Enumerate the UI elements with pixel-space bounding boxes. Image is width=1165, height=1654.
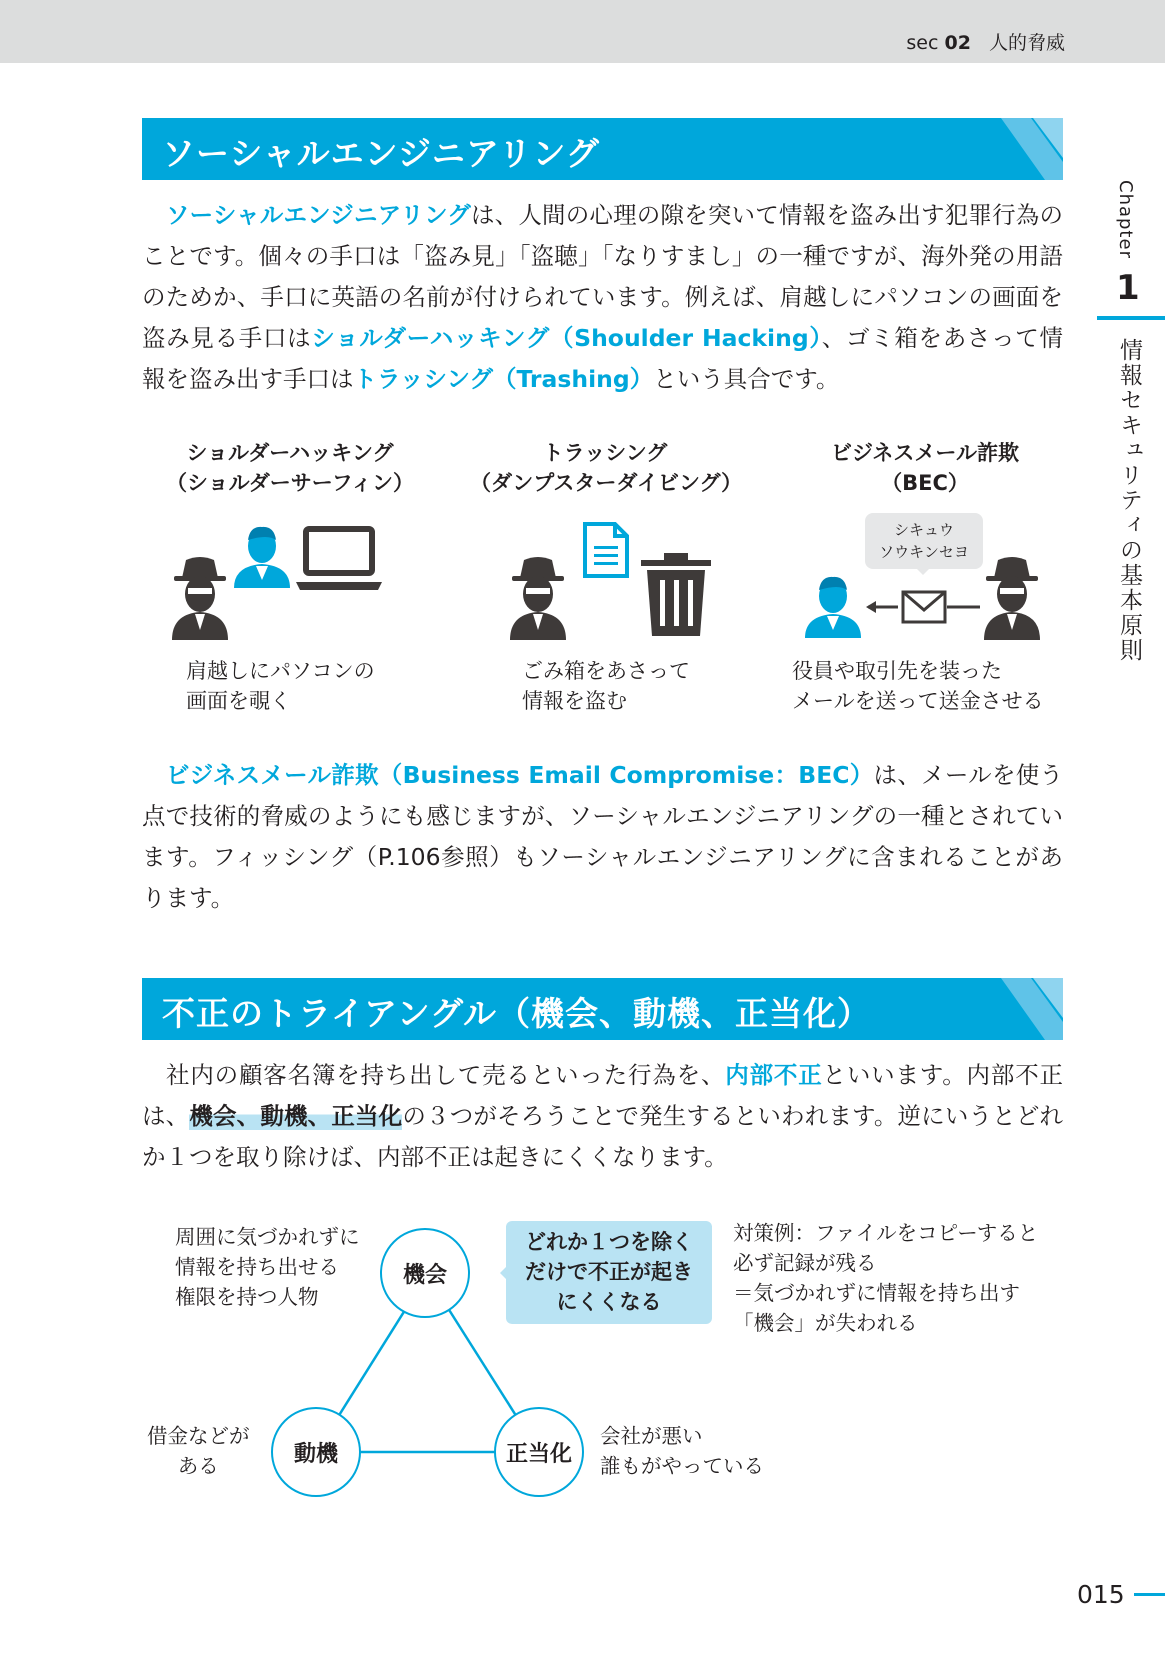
page-number-line [1134, 1593, 1165, 1596]
chapter-title: 情報セキュリティの基本原則 [1116, 338, 1142, 663]
sec-number: 02 [944, 32, 971, 54]
illustration-title-shoulder-hacking: ショルダーハッキング （ショルダーサーフィン） [165, 441, 414, 495]
callout-remove-one: どれか１つを除く だけで不正が起き にくくなる [506, 1221, 712, 1324]
illustration-title-bec: ビジネスメール詐欺 （BEC） [831, 441, 1019, 495]
caption-shoulder-hacking: 肩越しにパソコンの 画面を覗く [186, 659, 375, 713]
paragraph-text: という具合です。 [653, 365, 840, 393]
triangle-node-opportunity: 機会 [380, 1228, 470, 1318]
note-countermeasure: 対策例：ファイルをコピーすると 必ず記録が残る ＝気づかれずに情報を持ち出す 「機会」が失われる [733, 1221, 1039, 1335]
paragraph-text: といいます。内部不正は、 [142, 1061, 1064, 1130]
term-shoulder-hacking: ショルダーハッキング（Shoulder Hacking） [311, 324, 822, 352]
paragraph-text: 社内の顧客名簿を持ち出して売るといった行為を、 [166, 1061, 726, 1089]
caption-bec: 役員や取引先を装った メールを送って送金させる [792, 659, 1044, 713]
triangle-node-rationalization: 正当化 [494, 1407, 584, 1497]
sec-label: sec [906, 32, 939, 54]
note-motive: 借金などが ある [147, 1424, 250, 1478]
heading-text: 不正のトライアングル（機会、動機、正当化） [162, 994, 872, 1033]
paragraph-text: 、ゴミ箱をあさって情報を盗み出す手口は [142, 324, 1063, 393]
section-title: 人的脅威 [988, 32, 1065, 54]
term-bec: ビジネスメール詐欺（Business Email Compromise：BEC） [166, 761, 874, 789]
paragraph-text: の３つがそろうことで発生するといわれます。逆にいうとどれか１つを取り除けば、内部不正は起きにくくなります。 [142, 1102, 1064, 1171]
term-internal-fraud: 内部不正 [725, 1061, 823, 1089]
note-opportunity: 周囲に気づかれずに 情報を持ち出せる 権限を持つ人物 [175, 1225, 360, 1309]
illustration-title-trashing: トラッシング （ダンプスターダイビング） [470, 441, 743, 495]
heading-text: ソーシャルエンジニアリング [162, 134, 600, 173]
page-number: 015 [1077, 1580, 1125, 1609]
chapter-label: Chapter [1115, 180, 1136, 259]
caption-trashing: ごみ箱をあさって 情報を盗む [522, 659, 690, 713]
term-social-engineering: ソーシャルエンジニアリング [166, 201, 471, 229]
triangle-node-motive: 動機 [271, 1407, 361, 1497]
note-rationalization: 会社が悪い 誰もがやっている [600, 1424, 764, 1478]
highlight-three-factors: 機会、動機、正当化 [189, 1102, 403, 1130]
term-trashing: トラッシング（Trashing） [353, 365, 654, 393]
paragraph-text: は、メールを使う点で技術的脅威のようにも感じますが、ソーシャルエンジニアリングの一種とされています。フィッシング（P.106参照）もソーシャルエンジニアリングに含まれることがあります。 [142, 761, 1064, 912]
chapter-number: 1 [1116, 268, 1140, 308]
paragraph-text: は、人間の心理の隙を突いて情報を盗み出す犯罪行為のことです。個々の手口は「盗み見」「盗聴」「なりすまし」の一種ですが、海外発の用語のためか、手口に英語の名前が付けられています。例えば、肩越しにパソコンの画面を盗み見る手口は [142, 201, 1063, 352]
email-speech-bubble: シキュウ ソウキンセヨ [865, 513, 983, 569]
